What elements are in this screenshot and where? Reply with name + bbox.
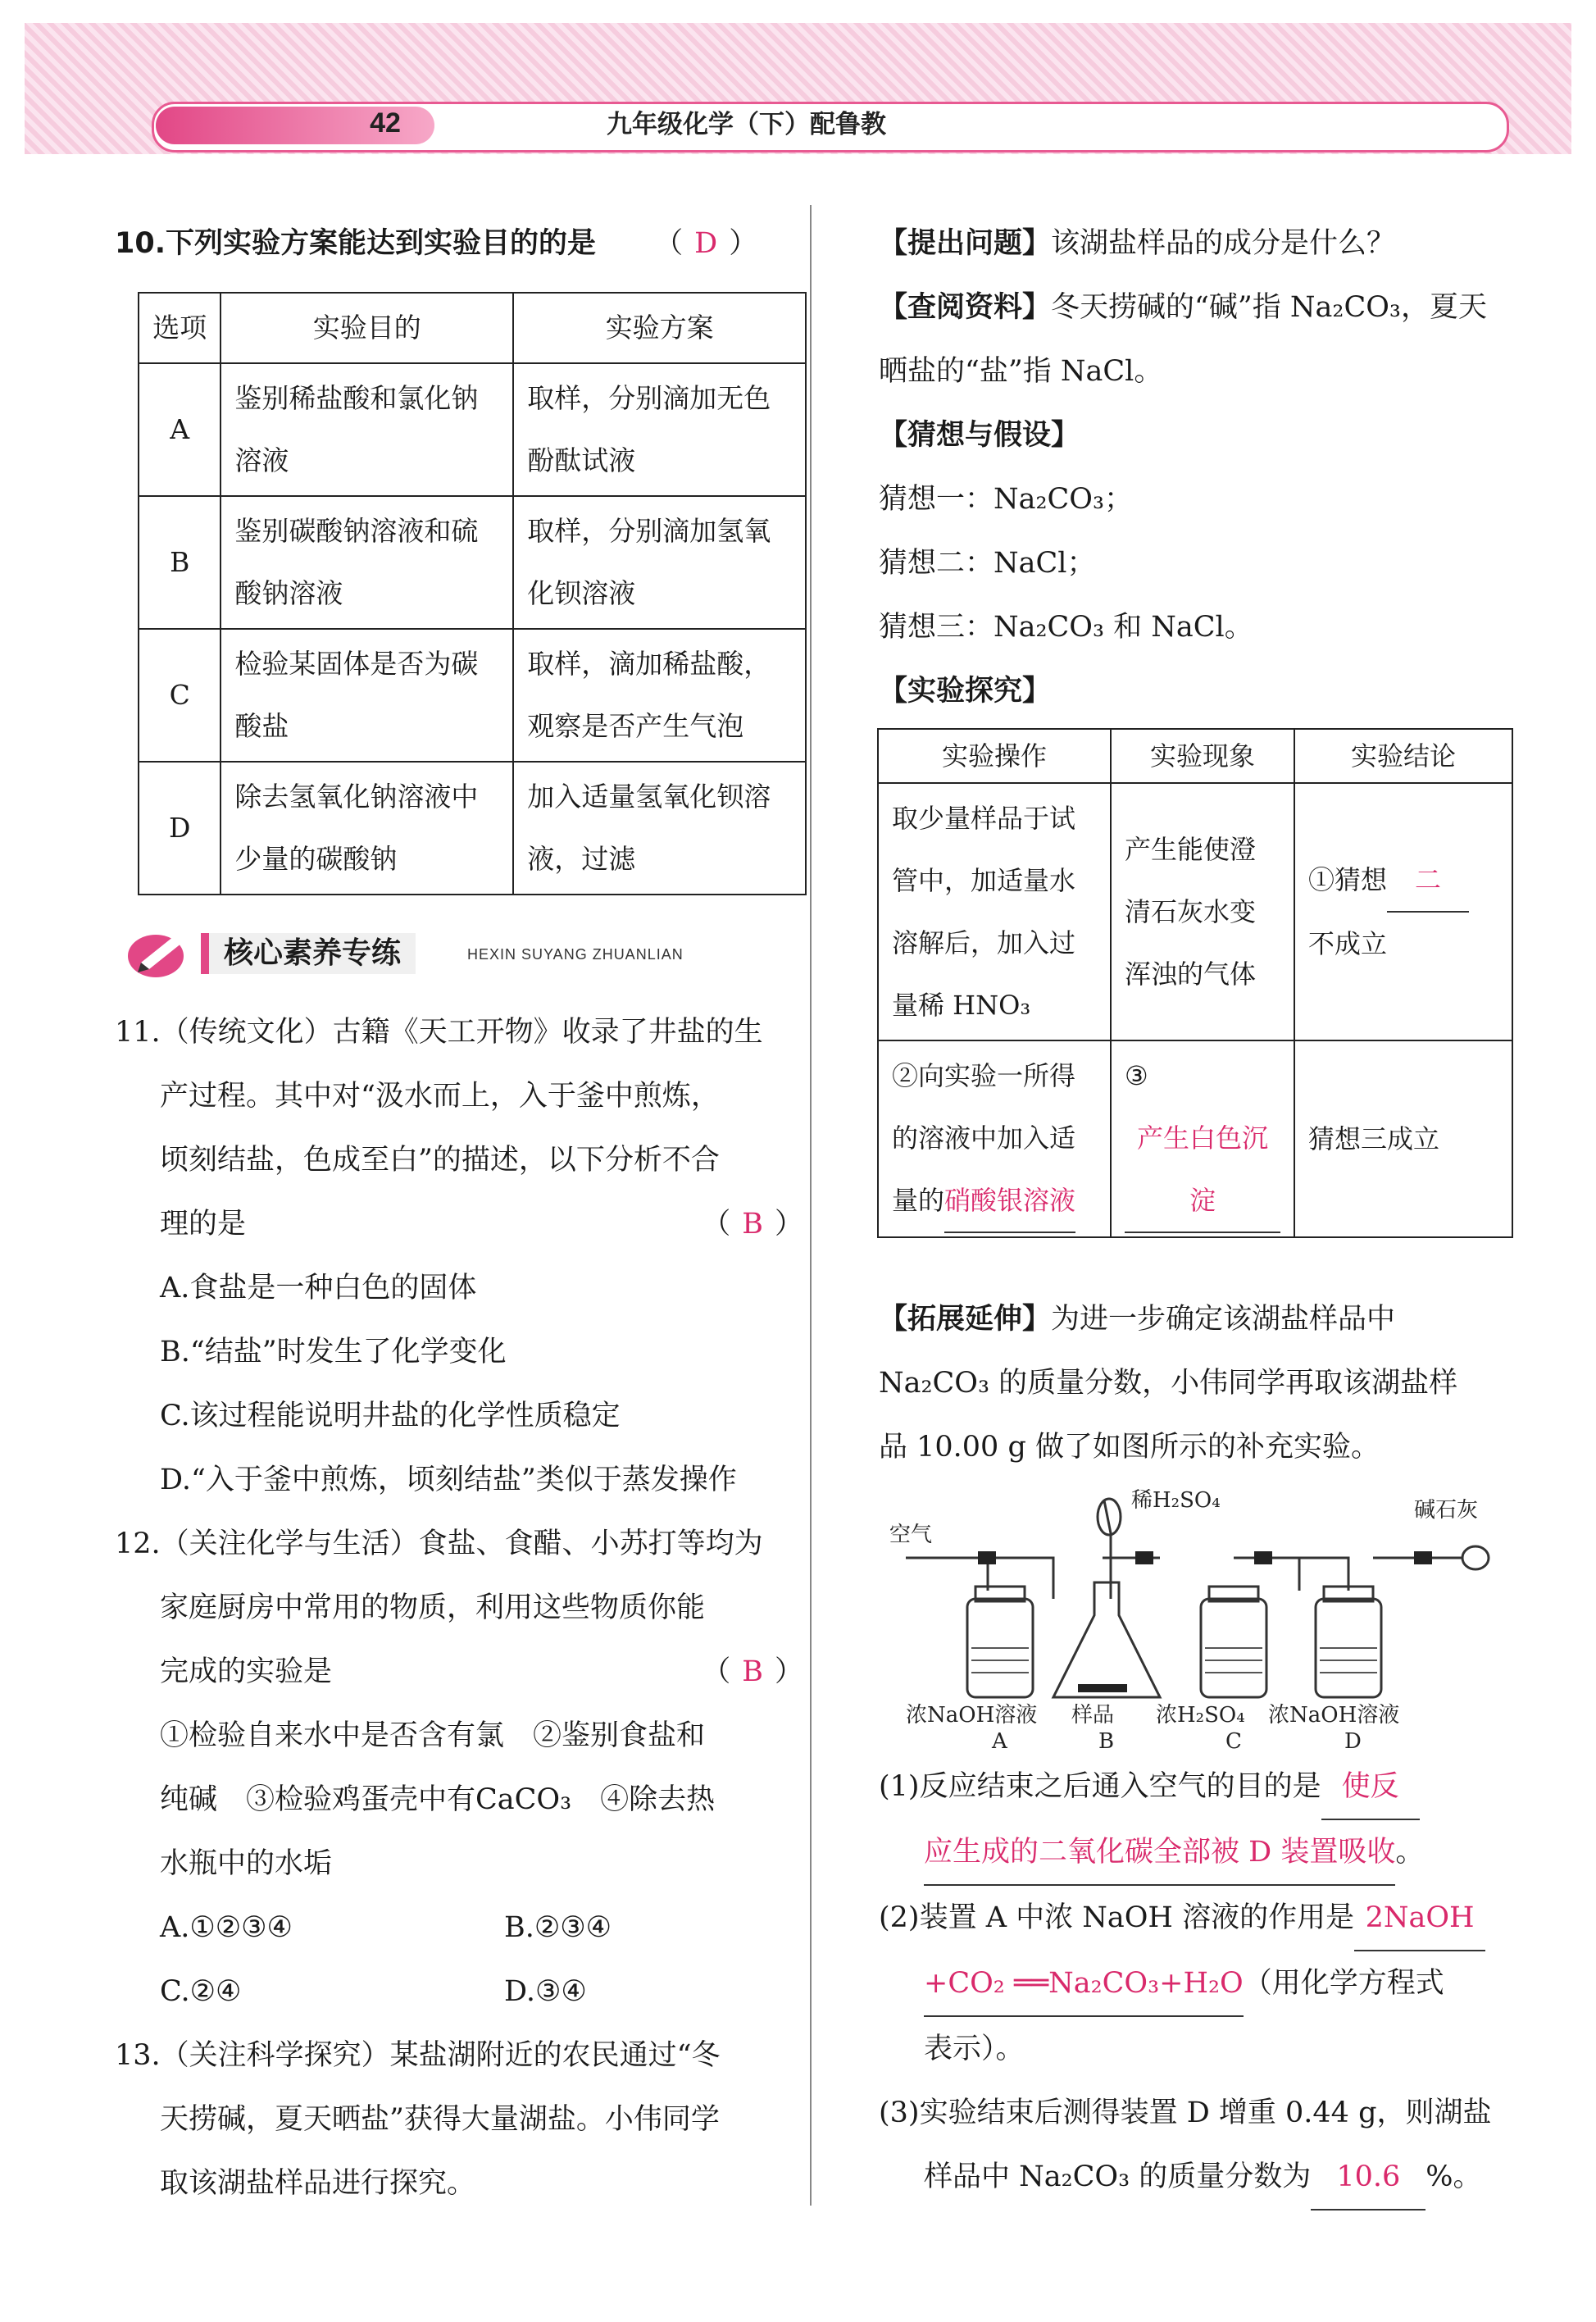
hypothesis: 猜想三：Na₂CO₃ 和 NaCl。 <box>879 611 1253 644</box>
extension <box>879 1287 1518 1479</box>
column-divider <box>810 205 812 2206</box>
air-label: 空气 <box>889 1523 933 1547</box>
q13-stem-line: 取该湖盐样品进行探究。 <box>160 2167 476 2200</box>
bottle-a-letter: A <box>992 1729 1007 1754</box>
question-label: 【提出问题】 <box>879 227 1052 260</box>
sub1-answer: 使反 <box>1321 1755 1420 1820</box>
q10-option: B <box>139 496 221 629</box>
bottle-c-letter: C <box>1225 1729 1242 1754</box>
q10-option: D <box>139 762 221 895</box>
q11-option: C.该过程能说明井盐的化学性质稳定 <box>160 1400 621 1432</box>
q13-stem-line: 13.（关注科学探究）某盐湖附近的农民通过“冬 <box>115 2039 721 2072</box>
q11-option: A.食盐是一种白色的固体 <box>160 1272 477 1304</box>
apparatus-diagram <box>889 1484 1512 1755</box>
bottle-c-label: 浓H₂SO₄ <box>1156 1703 1245 1728</box>
ext-label: 【拓展延伸】 <box>879 1303 1052 1336</box>
exp-operation: 取少量样品于试管中，加适量水溶解后，加入过量稀 HNO₃ <box>878 783 1111 1040</box>
q13-stem-line: 天捞碱，夏天晒盐”获得大量湖盐。小伟同学 <box>160 2103 720 2136</box>
q11: 11.（传统文化）古籍《天工开物》收录了井盐的生 产过程。其中对“汲水而上，入于釜中煎炼， 顷刻结盐，色成至白”的描述，以下分析不合 理的是 （ B ） A.食盐是一种白色的固体 B.“结盐”时发生了化学变化 C.该过程能说明井盐的化学性质稳定 D.“入于釜中煎炼，顷刻结盐”类似于蒸发操作 <box>115 1000 803 1512</box>
exp-th-operation: 实验操作 <box>878 729 1111 783</box>
q10-method: 取样，滴加稀盐酸，观察是否产生气泡 <box>513 629 806 762</box>
q10-purpose: 检验某固体是否为碳酸盐 <box>221 629 513 762</box>
hypothesis: 猜想二：NaCl； <box>879 547 1096 580</box>
sub3-text: 样品中 Na₂CO₃ 的质量分数为 <box>924 2160 1312 2193</box>
q10-purpose: 除去氢氧化钠溶液中少量的碳酸钠 <box>221 762 513 895</box>
book-title: 九年级化学（下）配鲁教 <box>607 110 886 139</box>
experiment-table <box>877 728 1513 1238</box>
q12-answer: B <box>742 1655 763 1688</box>
q10-purpose: 鉴别稀盐酸和氯化钠溶液 <box>221 363 513 496</box>
q12-item-line: 水瓶中的水垢 <box>160 1847 333 1880</box>
q10-th-method: 实验方案 <box>513 293 806 363</box>
exp-conclusion-answer: 二 <box>1387 849 1469 913</box>
q12-stem-line: 12.（关注化学与生活）食盐、食醋、小苏打等均为 <box>115 1528 763 1560</box>
info-text: 冬天捞碱的“碱”指 Na₂CO₃，夏天 <box>1051 291 1487 324</box>
q12-option: D.③④ <box>504 1975 587 2008</box>
page-number: 42 <box>370 107 401 139</box>
q10-table <box>138 292 807 895</box>
sub3-unit: %。 <box>1425 2160 1482 2193</box>
q12-option: C.②④ <box>160 1975 242 2008</box>
q12-option: A.①②③④ <box>160 1911 293 1944</box>
acid-label: 稀H₂SO₄ <box>1131 1488 1221 1513</box>
sub3-answer: 10.6 <box>1311 2145 1425 2210</box>
sub2-answer: +CO₂ ══Na₂CO₃+H₂O <box>924 1951 1244 2017</box>
question-text: 该湖盐样品的成分是什么？ <box>1051 227 1396 260</box>
exp-th-conclusion: 实验结论 <box>1294 729 1512 783</box>
q11-stem-line: 产过程。其中对“汲水而上，入于釜中煎炼， <box>160 1080 720 1113</box>
sub3-text: (3)实验结束后测得装置 D 增重 0.44 g，则湖盐 <box>879 2097 1492 2129</box>
exp-conclusion: 不成立 <box>1308 928 1388 959</box>
sub1-text: (1)反应结束之后通入空气的目的是 <box>879 1770 1321 1803</box>
sub2-tail: （用化学方程式 <box>1243 1967 1444 2000</box>
ext-line: 为进一步确定该湖盐样品中 <box>1051 1303 1396 1336</box>
exp-operation-answer: 硝酸银溶液 <box>944 1169 1075 1233</box>
q11-stem-line: 11.（传统文化）古籍《天工开物》收录了井盐的生 <box>115 1016 763 1049</box>
q11-option: B.“结盐”时发生了化学变化 <box>160 1336 507 1368</box>
bottle-d-letter: D <box>1344 1729 1362 1754</box>
exp-operation: ②向实验一所得的溶液中加入适量的 <box>892 1060 1076 1216</box>
q12-stem-line: 完成的实验是 <box>160 1655 333 1688</box>
q10-method: 加入适量氢氧化钡溶液，过滤 <box>513 762 806 895</box>
flask-b-letter: B <box>1098 1729 1115 1754</box>
ext-line: 品 10.00 g 做了如图所示的补充实验。 <box>879 1431 1380 1464</box>
flask-b-label: 样品 <box>1071 1703 1115 1728</box>
exp-phenomenon: ③ <box>1125 1060 1148 1091</box>
section-title: 核心素养专练 <box>201 933 416 974</box>
q12-item-line: 纯碱 ③检验鸡蛋壳中有CaCO₃ ④除去热 <box>160 1783 716 1816</box>
q10-method: 取样，分别滴加无色酚酞试液 <box>513 363 806 496</box>
sub2-text: (2)装置 A 中浓 NaOH 溶液的作用是 <box>879 1901 1355 1934</box>
q10-answer: D <box>694 227 718 260</box>
exp-phenomenon-answer: 产生白色沉淀 <box>1125 1107 1280 1233</box>
exp-conclusion: 猜想三成立 <box>1294 1040 1512 1237</box>
ext-line: Na₂CO₃ 的质量分数，小伟同学再取该湖盐样 <box>879 1367 1458 1400</box>
q12-item-line: ①检验自来水中是否含有氯 ②鉴别食盐和 <box>160 1719 706 1752</box>
explore-label: 【实验探究】 <box>879 675 1052 708</box>
pencil-icon <box>123 928 197 981</box>
hypothesis-label: 【猜想与假设】 <box>879 419 1080 452</box>
hypothesis: 猜想一：Na₂CO₃； <box>879 483 1134 516</box>
q10-option: C <box>139 629 221 762</box>
q11-stem-line: 顷刻结盐，色成至白”的描述，以下分析不合 <box>160 1144 720 1177</box>
q11-stem-line: 理的是 <box>160 1208 247 1241</box>
section-banner <box>123 928 713 981</box>
q10: 10.下列实验方案能达到实验目的的是 （ D ） <box>115 227 758 260</box>
q13-intro <box>115 2024 803 2215</box>
q10-th-purpose: 实验目的 <box>221 293 513 363</box>
q11-option: D.“入于釜中煎炼，顷刻结盐”类似于蒸发操作 <box>160 1464 737 1496</box>
q12-stem-line: 家庭厨房中常用的物质，利用这些物质你能 <box>160 1591 706 1624</box>
q11-answer: B <box>742 1208 763 1241</box>
section-pinyin: HEXIN SUYANG ZHUANLIAN <box>467 946 684 963</box>
sub1-answer: 应生成的二氧化碳全部被 D 装置吸收 <box>924 1820 1395 1886</box>
q13-right-top <box>879 212 1518 723</box>
exp-conclusion: ①猜想 <box>1308 864 1388 895</box>
info-text: 晒盐的“盐”指 NaCl。 <box>879 355 1163 388</box>
q10-th-option: 选项 <box>139 293 221 363</box>
q10-stem: 10.下列实验方案能达到实验目的的是 <box>115 227 597 260</box>
q12-option: B.②③④ <box>504 1911 612 1944</box>
q10-method: 取样，分别滴加氢氧化钡溶液 <box>513 496 806 629</box>
sub2-answer: 2NaOH <box>1354 1886 1485 1951</box>
exp-phenomenon: 产生能使澄清石灰水变浑浊的气体 <box>1111 783 1294 1040</box>
soda-lime-label: 碱石灰 <box>1414 1498 1479 1523</box>
sub-questions <box>879 1755 1518 2210</box>
sub2-tail: 表示）。 <box>924 2033 1025 2065</box>
sub1-end: 。 <box>1395 1836 1425 1869</box>
q10-purpose: 鉴别碳酸钠溶液和硫酸钠溶液 <box>221 496 513 629</box>
q10-option: A <box>139 363 221 496</box>
bottle-d-label: 浓NaOH溶液 <box>1268 1703 1400 1728</box>
q12: 12.（关注化学与生活）食盐、食醋、小苏打等均为 家庭厨房中常用的物质，利用这些物质你能 完成的实验是 （ B ） ①检验自来水中是否含有氯 ②鉴别食盐和 纯碱 ③检验鸡蛋壳中有CaCO₃ ④除去热 水瓶中的水垢 A.①②③④ B.②③④ C.②④ D.③④ <box>115 1512 803 2024</box>
bottle-a-label: 浓NaOH溶液 <box>906 1703 1038 1728</box>
exp-th-phenomenon: 实验现象 <box>1111 729 1294 783</box>
info-label: 【查阅资料】 <box>879 291 1052 324</box>
